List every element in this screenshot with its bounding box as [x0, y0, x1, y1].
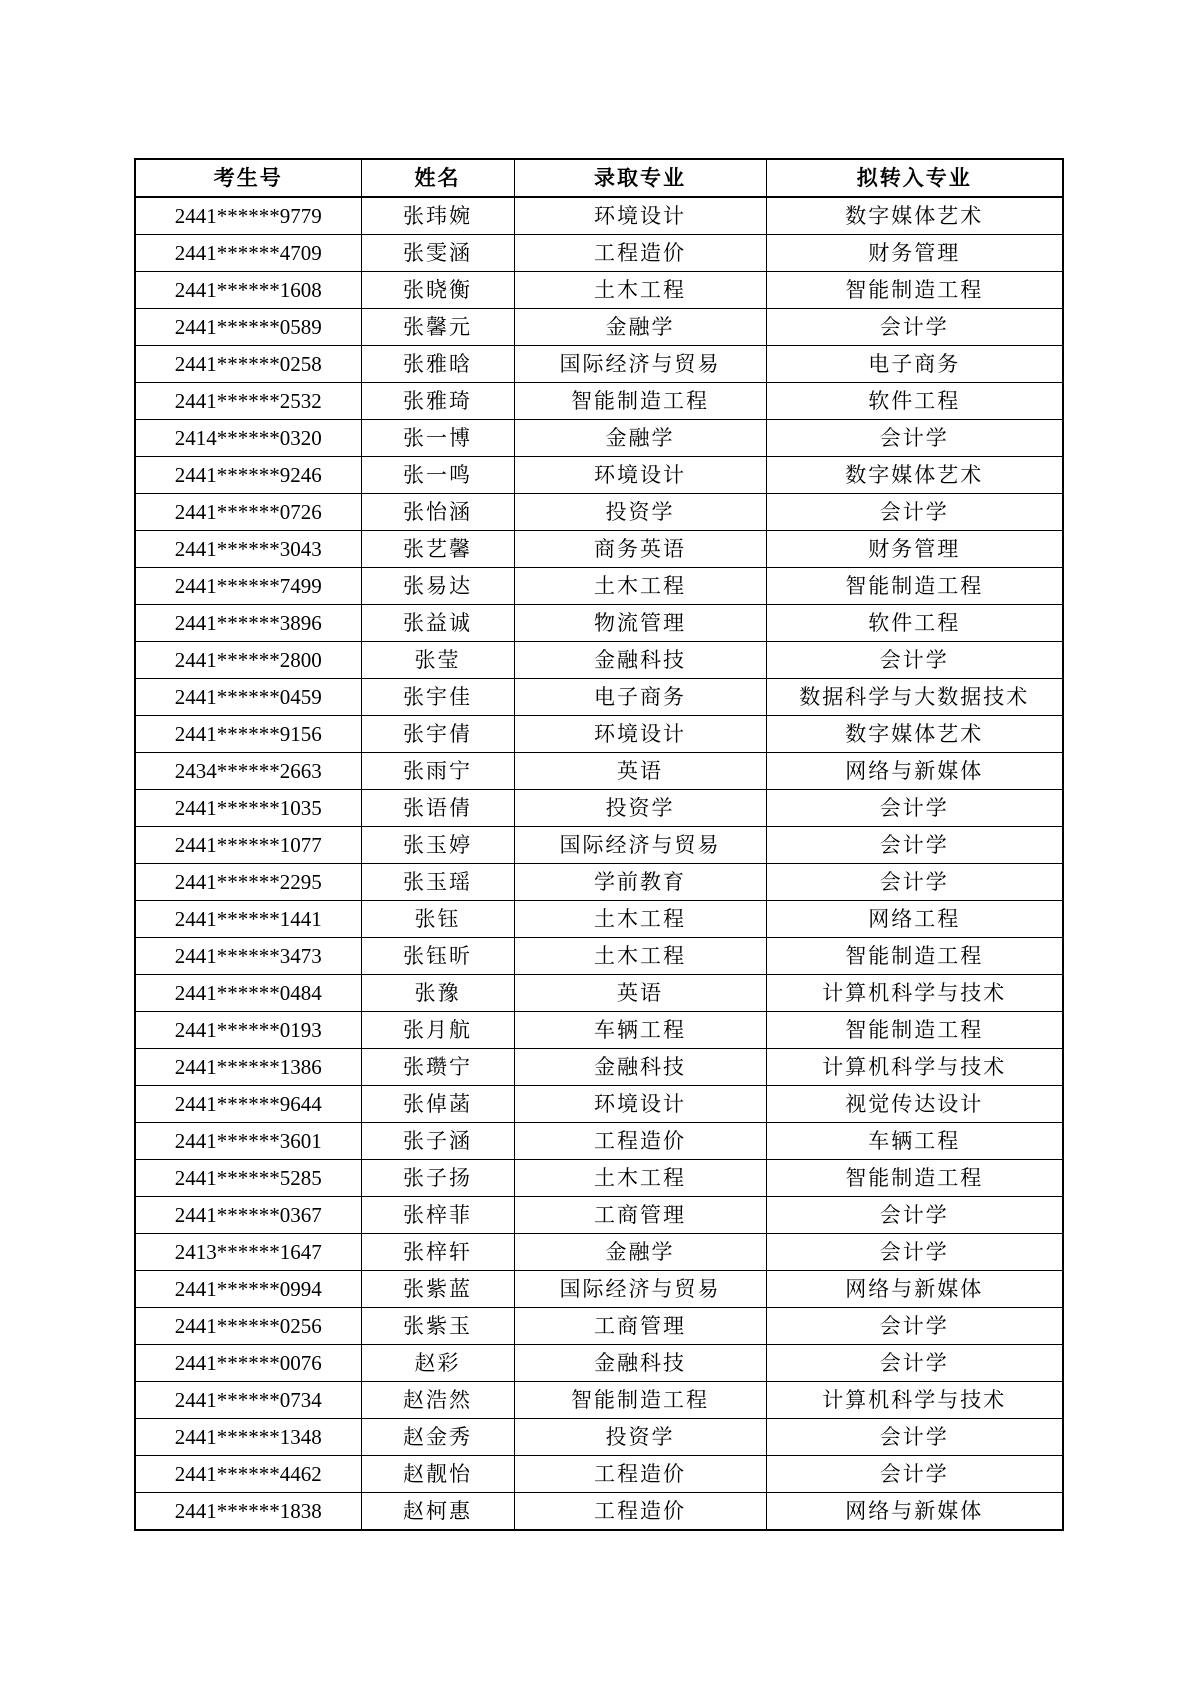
table-row [135, 827, 1063, 864]
cell-exam-id: 2414******0320 [135, 420, 361, 457]
cell-exam-id: 2441******9246 [135, 457, 361, 494]
cell-exam-id: 2441******9779 [135, 197, 361, 235]
cell-admitted-major: 土木工程 [514, 272, 766, 309]
cell-target-major: 网络与新媒体 [766, 1493, 1063, 1531]
cell-target-major: 软件工程 [766, 605, 1063, 642]
cell-target-major: 会计学 [766, 1345, 1063, 1382]
table-row [135, 901, 1063, 938]
cell-exam-id: 2441******9156 [135, 716, 361, 753]
cell-admitted-major: 英语 [514, 975, 766, 1012]
cell-name: 张益诚 [361, 605, 514, 642]
cell-target-major: 智能制造工程 [766, 1012, 1063, 1049]
cell-name: 张钰 [361, 901, 514, 938]
cell-name: 张瓒宁 [361, 1049, 514, 1086]
cell-target-major: 会计学 [766, 1308, 1063, 1345]
table-row [135, 531, 1063, 568]
cell-admitted-major: 土木工程 [514, 938, 766, 975]
cell-name: 张易达 [361, 568, 514, 605]
cell-name: 张雅琦 [361, 383, 514, 420]
cell-admitted-major: 投资学 [514, 790, 766, 827]
table-row [135, 420, 1063, 457]
cell-target-major: 会计学 [766, 494, 1063, 531]
table-row [135, 605, 1063, 642]
cell-target-major: 车辆工程 [766, 1123, 1063, 1160]
cell-admitted-major: 电子商务 [514, 679, 766, 716]
cell-target-major: 视觉传达设计 [766, 1086, 1063, 1123]
cell-admitted-major: 商务英语 [514, 531, 766, 568]
cell-exam-id: 2441******1386 [135, 1049, 361, 1086]
cell-name: 张雅晗 [361, 346, 514, 383]
cell-admitted-major: 金融学 [514, 309, 766, 346]
cell-target-major: 网络与新媒体 [766, 1271, 1063, 1308]
cell-exam-id: 2441******7499 [135, 568, 361, 605]
cell-exam-id: 2434******2663 [135, 753, 361, 790]
table-row [135, 1271, 1063, 1308]
cell-exam-id: 2441******0076 [135, 1345, 361, 1382]
cell-exam-id: 2441******2800 [135, 642, 361, 679]
cell-target-major: 软件工程 [766, 383, 1063, 420]
cell-admitted-major: 国际经济与贸易 [514, 346, 766, 383]
cell-name: 张雨宁 [361, 753, 514, 790]
table-row [135, 494, 1063, 531]
cell-target-major: 智能制造工程 [766, 1160, 1063, 1197]
cell-exam-id: 2441******3601 [135, 1123, 361, 1160]
table-row [135, 1308, 1063, 1345]
table-row [135, 1456, 1063, 1493]
cell-admitted-major: 国际经济与贸易 [514, 1271, 766, 1308]
cell-target-major: 财务管理 [766, 531, 1063, 568]
cell-target-major: 会计学 [766, 827, 1063, 864]
table-header-row [135, 159, 1063, 197]
cell-exam-id: 2441******0258 [135, 346, 361, 383]
cell-name: 张馨元 [361, 309, 514, 346]
table-row [135, 383, 1063, 420]
header-exam-id: 考生号 [135, 159, 361, 197]
header-admitted-major: 录取专业 [514, 159, 766, 197]
cell-admitted-major: 智能制造工程 [514, 383, 766, 420]
table-row [135, 235, 1063, 272]
cell-target-major: 智能制造工程 [766, 938, 1063, 975]
table-row [135, 1160, 1063, 1197]
cell-admitted-major: 环境设计 [514, 1086, 766, 1123]
cell-exam-id: 2441******1608 [135, 272, 361, 309]
cell-admitted-major: 环境设计 [514, 197, 766, 235]
cell-target-major: 网络工程 [766, 901, 1063, 938]
cell-exam-id: 2441******1035 [135, 790, 361, 827]
cell-name: 张莹 [361, 642, 514, 679]
cell-target-major: 智能制造工程 [766, 568, 1063, 605]
cell-name: 赵浩然 [361, 1382, 514, 1419]
cell-exam-id: 2441******0726 [135, 494, 361, 531]
cell-name: 赵柯惠 [361, 1493, 514, 1531]
cell-exam-id: 2441******0193 [135, 1012, 361, 1049]
cell-admitted-major: 金融科技 [514, 1049, 766, 1086]
cell-target-major: 计算机科学与技术 [766, 975, 1063, 1012]
cell-admitted-major: 土木工程 [514, 1160, 766, 1197]
table-row [135, 938, 1063, 975]
cell-target-major: 计算机科学与技术 [766, 1049, 1063, 1086]
transfer-roster-table [134, 158, 1064, 1531]
cell-name: 张子扬 [361, 1160, 514, 1197]
cell-admitted-major: 车辆工程 [514, 1012, 766, 1049]
cell-admitted-major: 物流管理 [514, 605, 766, 642]
cell-target-major: 会计学 [766, 642, 1063, 679]
cell-name: 张玉瑶 [361, 864, 514, 901]
cell-admitted-major: 工程造价 [514, 235, 766, 272]
cell-target-major: 数据科学与大数据技术 [766, 679, 1063, 716]
cell-name: 张梓菲 [361, 1197, 514, 1234]
cell-exam-id: 2441******0589 [135, 309, 361, 346]
cell-exam-id: 2413******1647 [135, 1234, 361, 1271]
cell-name: 张玉婷 [361, 827, 514, 864]
table-body [135, 197, 1063, 1530]
cell-name: 张豫 [361, 975, 514, 1012]
table-row [135, 1493, 1063, 1531]
cell-name: 张语倩 [361, 790, 514, 827]
cell-exam-id: 2441******0459 [135, 679, 361, 716]
table-row [135, 346, 1063, 383]
cell-exam-id: 2441******1441 [135, 901, 361, 938]
table-row [135, 1382, 1063, 1419]
cell-target-major: 智能制造工程 [766, 272, 1063, 309]
cell-target-major: 会计学 [766, 1456, 1063, 1493]
cell-admitted-major: 环境设计 [514, 716, 766, 753]
cell-exam-id: 2441******0734 [135, 1382, 361, 1419]
cell-name: 张钰昕 [361, 938, 514, 975]
table-row [135, 753, 1063, 790]
table-row [135, 642, 1063, 679]
cell-admitted-major: 工程造价 [514, 1456, 766, 1493]
table-row [135, 975, 1063, 1012]
cell-name: 张晓衡 [361, 272, 514, 309]
table-row [135, 716, 1063, 753]
table-row [135, 790, 1063, 827]
cell-target-major: 财务管理 [766, 235, 1063, 272]
cell-admitted-major: 国际经济与贸易 [514, 827, 766, 864]
cell-target-major: 会计学 [766, 790, 1063, 827]
cell-exam-id: 2441******0994 [135, 1271, 361, 1308]
cell-admitted-major: 工商管理 [514, 1197, 766, 1234]
cell-target-major: 会计学 [766, 1419, 1063, 1456]
table-row [135, 1123, 1063, 1160]
cell-exam-id: 2441******1077 [135, 827, 361, 864]
cell-target-major: 计算机科学与技术 [766, 1382, 1063, 1419]
table-row [135, 1234, 1063, 1271]
header-target-major: 拟转入专业 [766, 159, 1063, 197]
cell-target-major: 会计学 [766, 1197, 1063, 1234]
cell-exam-id: 2441******5285 [135, 1160, 361, 1197]
cell-admitted-major: 金融学 [514, 1234, 766, 1271]
header-name: 姓名 [361, 159, 514, 197]
cell-name: 张玮婉 [361, 197, 514, 235]
cell-target-major: 网络与新媒体 [766, 753, 1063, 790]
cell-name: 张紫玉 [361, 1308, 514, 1345]
table-row [135, 1012, 1063, 1049]
cell-exam-id: 2441******2532 [135, 383, 361, 420]
cell-admitted-major: 投资学 [514, 494, 766, 531]
table-row [135, 864, 1063, 901]
table-row [135, 457, 1063, 494]
cell-name: 张艺馨 [361, 531, 514, 568]
cell-name: 张宇倩 [361, 716, 514, 753]
cell-target-major: 会计学 [766, 309, 1063, 346]
cell-name: 张一博 [361, 420, 514, 457]
cell-target-major: 数字媒体艺术 [766, 457, 1063, 494]
cell-exam-id: 2441******3896 [135, 605, 361, 642]
cell-exam-id: 2441******1838 [135, 1493, 361, 1531]
cell-target-major: 会计学 [766, 1234, 1063, 1271]
table-row [135, 1345, 1063, 1382]
cell-name: 赵金秀 [361, 1419, 514, 1456]
cell-exam-id: 2441******2295 [135, 864, 361, 901]
cell-admitted-major: 工程造价 [514, 1123, 766, 1160]
cell-exam-id: 2441******0367 [135, 1197, 361, 1234]
cell-name: 张宇佳 [361, 679, 514, 716]
cell-admitted-major: 工商管理 [514, 1308, 766, 1345]
table-row [135, 272, 1063, 309]
cell-admitted-major: 土木工程 [514, 568, 766, 605]
cell-target-major: 电子商务 [766, 346, 1063, 383]
cell-target-major: 数字媒体艺术 [766, 716, 1063, 753]
cell-name: 张子涵 [361, 1123, 514, 1160]
cell-name: 张雯涵 [361, 235, 514, 272]
cell-exam-id: 2441******4709 [135, 235, 361, 272]
cell-target-major: 会计学 [766, 864, 1063, 901]
cell-admitted-major: 土木工程 [514, 901, 766, 938]
cell-admitted-major: 环境设计 [514, 457, 766, 494]
cell-exam-id: 2441******0484 [135, 975, 361, 1012]
cell-admitted-major: 投资学 [514, 1419, 766, 1456]
cell-name: 张怡涵 [361, 494, 514, 531]
cell-admitted-major: 工程造价 [514, 1493, 766, 1531]
table-row [135, 197, 1063, 235]
cell-name: 张月航 [361, 1012, 514, 1049]
cell-exam-id: 2441******9644 [135, 1086, 361, 1123]
cell-exam-id: 2441******3043 [135, 531, 361, 568]
table-row [135, 1419, 1063, 1456]
cell-exam-id: 2441******3473 [135, 938, 361, 975]
table-row [135, 1086, 1063, 1123]
cell-name: 赵彩 [361, 1345, 514, 1382]
cell-target-major: 数字媒体艺术 [766, 197, 1063, 235]
cell-admitted-major: 金融科技 [514, 1345, 766, 1382]
cell-name: 张梓轩 [361, 1234, 514, 1271]
cell-name: 赵靓怡 [361, 1456, 514, 1493]
cell-admitted-major: 金融学 [514, 420, 766, 457]
cell-target-major: 会计学 [766, 420, 1063, 457]
cell-name: 张一鸣 [361, 457, 514, 494]
table-row [135, 568, 1063, 605]
cell-admitted-major: 智能制造工程 [514, 1382, 766, 1419]
cell-name: 张倬菡 [361, 1086, 514, 1123]
table-row [135, 1197, 1063, 1234]
cell-admitted-major: 金融科技 [514, 642, 766, 679]
cell-name: 张紫蓝 [361, 1271, 514, 1308]
cell-admitted-major: 英语 [514, 753, 766, 790]
cell-exam-id: 2441******0256 [135, 1308, 361, 1345]
table-row [135, 309, 1063, 346]
table-row [135, 679, 1063, 716]
cell-exam-id: 2441******4462 [135, 1456, 361, 1493]
table-row [135, 1049, 1063, 1086]
cell-admitted-major: 学前教育 [514, 864, 766, 901]
cell-exam-id: 2441******1348 [135, 1419, 361, 1456]
